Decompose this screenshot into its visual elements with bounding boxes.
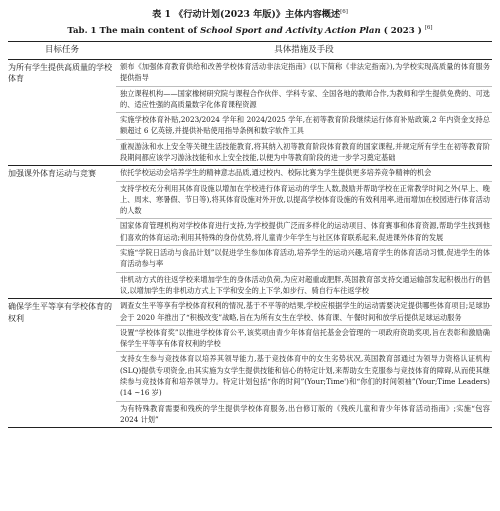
measure-cell: 独立课程机构——国家橡树研究院与课程合作伙伴、学科专家、全国各地的教师合作,为教师和学生提供免费的、可选的、适应性强的高质量数字化体育课程资源: [116, 86, 492, 113]
content-table: [8, 41, 492, 428]
measure-cell: 国家体育管理机构对学校体育进行支持,为学校提供广泛而多样化的运动项目、体育赛事和体育资源,帮助学生找到他们喜欢的体育运动;利用其特殊的身份优势,将儿童青少年学生与社区体育联系起来,促进课外体育的发展: [116, 219, 492, 246]
table-title-en-italic: School Sport and Activity Action Plan: [200, 25, 381, 36]
goal-cell: 加强课外体育运动与竞赛: [8, 166, 116, 299]
table-row: [8, 299, 492, 326]
table-title-en-suffix: ( 2023 ): [380, 25, 425, 36]
table-header-row: [8, 41, 492, 59]
measure-cell: 颁布《加强体育教育供给和改善学校体育活动非法定指南》(以下简称《非法定指南》),为学校实现高质量的体育服务提供指导: [116, 59, 492, 86]
measure-cell: 重视游泳和水上安全等关键生活技能教育,将其纳入初等教育阶段体育教育的国家课程,并规定所有学生在初等教育阶段期间都应该学习游泳技能和水上安全技能,以便为中等教育阶段的进一步学习奠定基础: [116, 139, 492, 166]
measure-cell: 实施学校体育补贴,2023/2024 学年和 2024/2025 学年,在初等教育阶段继续运行体育补贴政策,2 年内资金支持总额超过 6 亿英镑,并提供补贴使用指导条例和数字软件工具: [116, 113, 492, 140]
table-title-en: [8, 22, 492, 37]
measure-cell: 非机动方式的往返学校来增加学生的身体活动负荷,为应对超重或肥胖,英国教育部支持交通运输部发起积极出行的倡议,以增加学生的非机动方式上下学和安全的上下学,如步行、骑自行车往返学校: [116, 272, 492, 299]
measure-cell: 支持女生参与竞技体育以培养其领导能力,基于竞技体育中的女生劣势状况,英国教育部通过为领导力资格认证机构(SLQ)提供专项资金,由其实施为女学生提供技能和信心的特定计划,来帮助女生克服参与竞技体育的障碍,从而使其继续参与竞技体育和培养领导力。特定计划包括“你的时间”(Your;Time')和“你们的时间领袖”(Your;Time Leaders)(14 ~16 岁): [116, 352, 492, 401]
measure-cell: 设置“学校体育奖”以推进学校体育公平,该奖项由青少年体育信托基金会管理的一项政府资助奖项,旨在表彰和激励确保学生平等享有体育权利的学校: [116, 325, 492, 352]
header-goal: 目标任务: [8, 41, 116, 59]
measure-cell: 实施“学院日活动与食品计划”以促进学生参加体育活动,培养学生的运动兴趣,培育学生的体育活动习惯,促进学生的体育活动参与率: [116, 246, 492, 273]
goal-cell: 确保学生平等享有学校体育的权利: [8, 299, 116, 428]
table-title-cn-text: 表 1 《行动计划(2023 年版)》主体内容概述: [152, 9, 341, 21]
table-body: [8, 59, 492, 427]
table-row: [8, 59, 492, 86]
table-title-en-ref: [6]: [424, 25, 433, 32]
goal-cell: 为所有学生提供高质量的学校体育: [8, 59, 116, 165]
header-measures: 具体措施及手段: [116, 41, 492, 59]
table-title-cn: [8, 6, 492, 21]
measure-cell: 支持学校充分利用其体育设施以增加在学校进行体育运动的学生人数,鼓励并帮助学校在正常教学时间之外(早上、晚上、周末、寒暑假、节日等),将其体育设施对外开放,以提高学校体育设施的有效利用率,进而增加在校园进行体育活动的人数: [116, 181, 492, 219]
table-title-en-prefix: Tab. 1 The main content of: [67, 25, 201, 36]
measure-cell: 为有特殊教育需要和残疾的学生提供学校体育服务,出台修订版的《残疾儿童和青少年体育活动指南》;实施“包容 2024 计划”: [116, 401, 492, 428]
measure-cell: 调查女生平等享有学校体育权利的情况,基于不平等的结果,学校应根据学生的运动需要决定提供哪些体育项目;足球协会于 2020 年推出了“积极改变”战略,旨在为所有女生在学校、体育课、午餐时间和放学后提供足球运动服务: [116, 299, 492, 326]
table-row: [8, 166, 492, 181]
table-title-cn-ref: [6]: [340, 9, 348, 15]
measure-cell: 依托学校运动会培养学生的精神意志品质,通过校内、校际比赛为学生提供更多培养竞争精神的机会: [116, 166, 492, 181]
